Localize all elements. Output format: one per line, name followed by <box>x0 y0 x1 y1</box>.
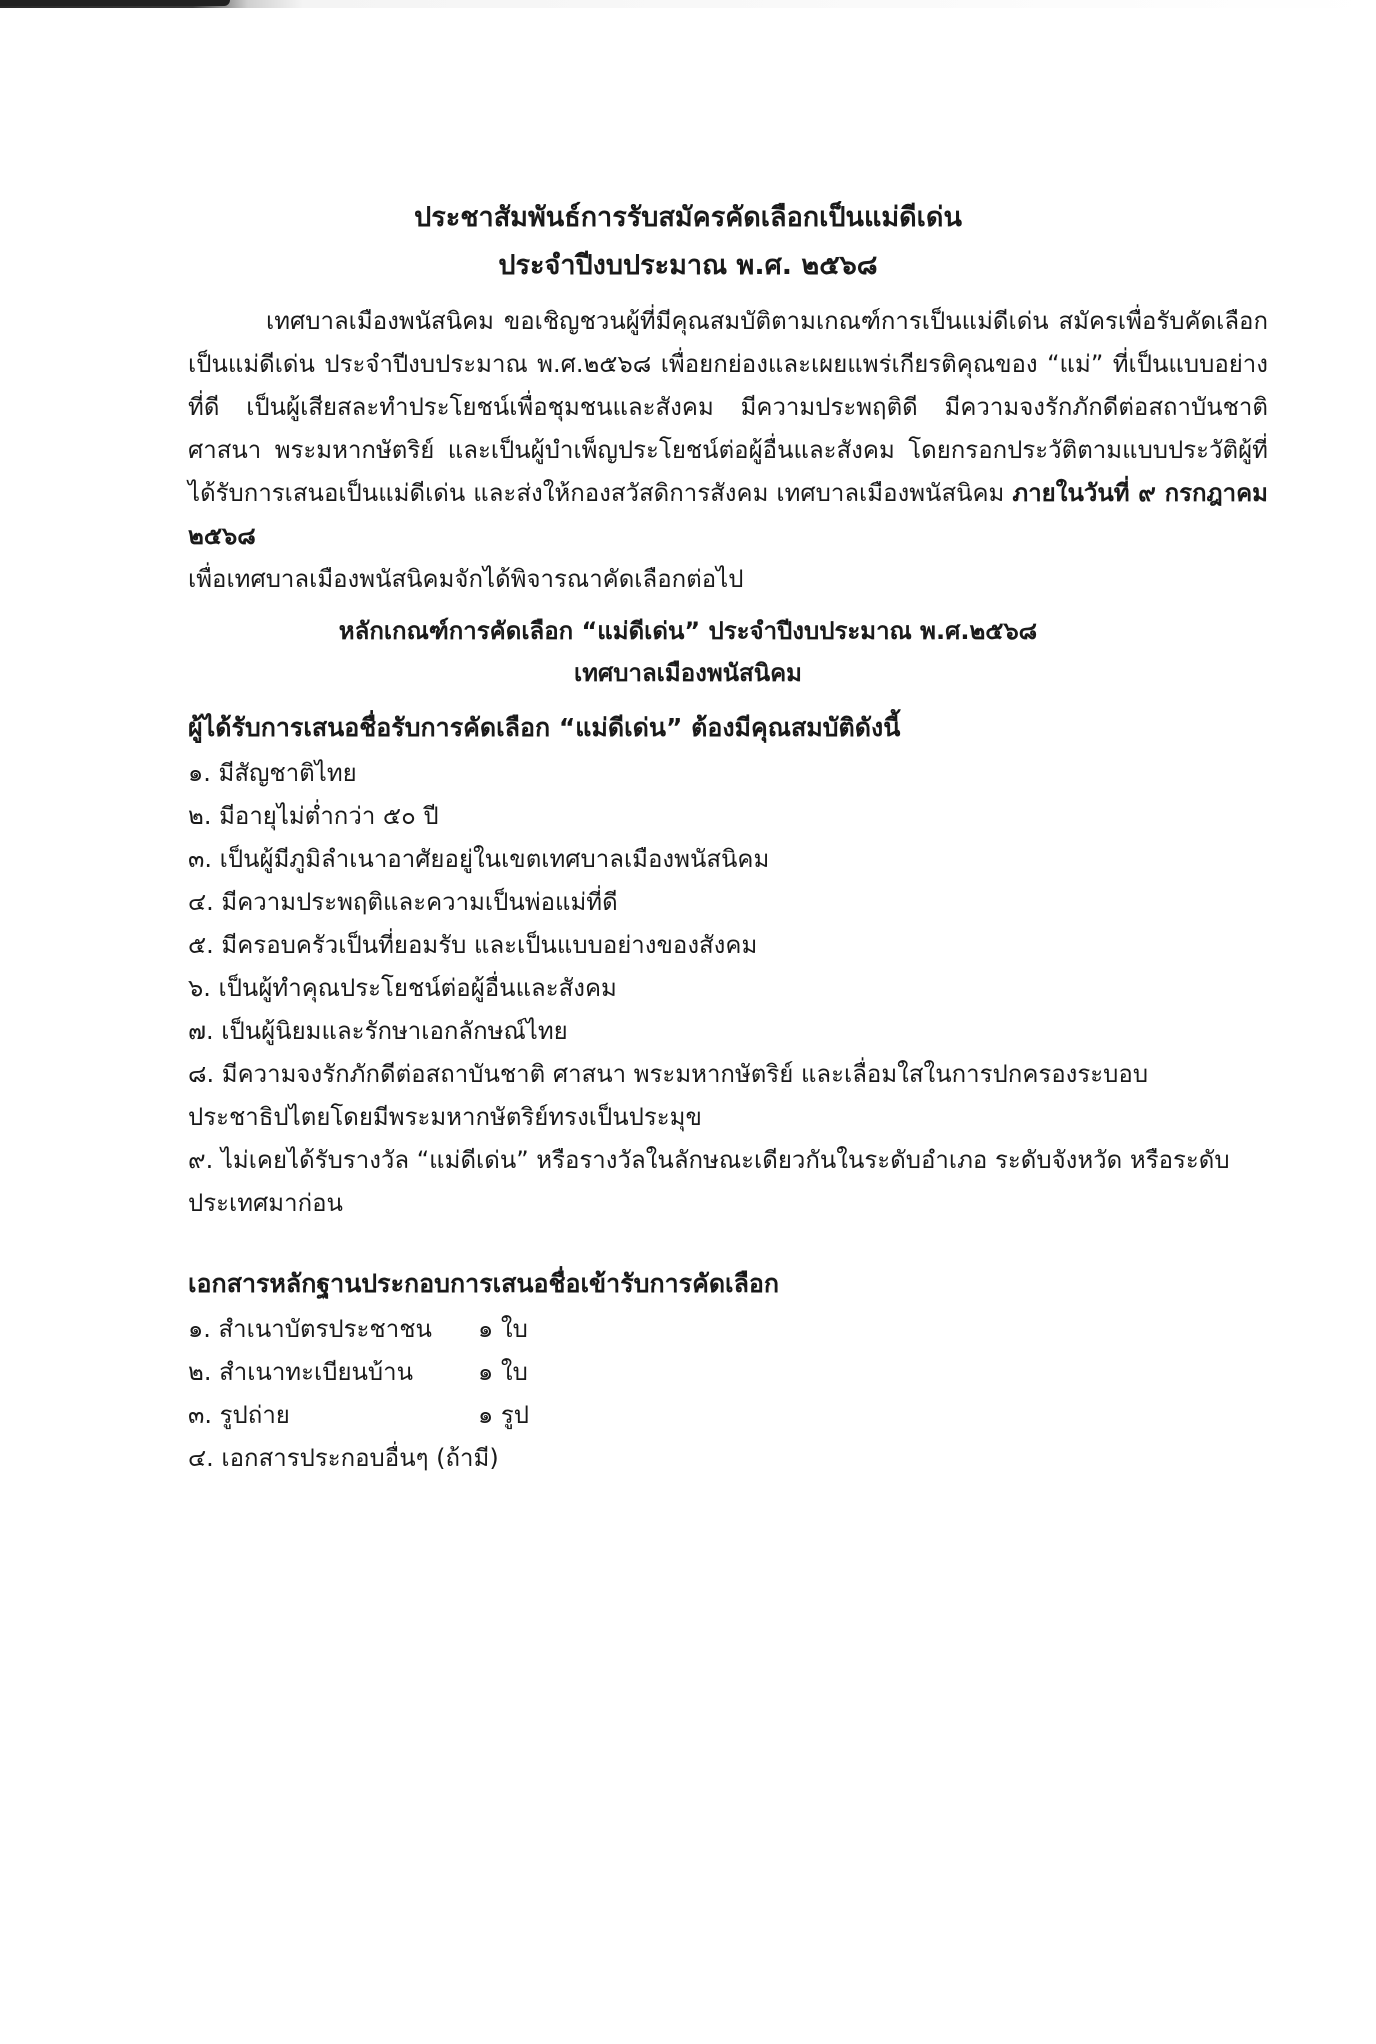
qualification-item: ๔. มีความประพฤติและความเป็นพ่อแม่ที่ดี <box>188 888 618 916</box>
document-item-name: ๓. รูปถ่าย <box>188 1401 290 1429</box>
document-title: ประชาสัมพันธ์การรับสมัครคัดเลือกเป็นแม่ดีเด่น <box>414 202 962 233</box>
criteria-org: เทศบาลเมืองพนัสนิคม <box>574 659 802 687</box>
intro-paragraph <box>188 300 1268 601</box>
document-item <box>188 1394 1278 1437</box>
document-item <box>188 1351 1278 1394</box>
qualification-item: ๑. มีสัญชาติไทย <box>188 759 357 787</box>
qualification-item: ๖. เป็นผู้ทำคุณประโยชน์ต่อผู้อื่นและสังคม <box>188 974 617 1002</box>
documents-heading: เอกสารหลักฐานประกอบการเสนอชื่อเข้ารับการคัดเลือก <box>188 1269 780 1298</box>
qualifications-heading: ผู้ได้รับการเสนอชื่อรับการคัดเลือก “แม่ดีเด่น” ต้องมีคุณสมบัติดังนี้ <box>188 713 901 742</box>
document-item-qty: ๑ ใบ <box>478 1315 528 1343</box>
document-item-name: ๔. เอกสารประกอบอื่นๆ (ถ้ามี) <box>188 1444 499 1472</box>
qualification-item: ๙. ไม่เคยได้รับรางวัล “แม่ดีเด่น” หรือรางวัลในลักษณะเดียวกันในระดับอำเภอ ระดับจังหวัด หรือระดับประเทศมาก่อน <box>188 1146 1230 1217</box>
document-item-qty: ๑ รูป <box>478 1401 529 1429</box>
intro-end: เพื่อเทศบาลเมืองพนัสนิคมจักได้พิจารณาคัดเลือกต่อไป <box>188 565 744 593</box>
qualification-item: ๕. มีครอบครัวเป็นที่ยอมรับ และเป็นแบบอย่างของสังคม <box>188 931 758 959</box>
intro-deadline: ภายในวันที่ ๙ กรกฎาคม ๒๕๖๘ <box>188 479 1268 550</box>
qualification-item: ๘. มีความจงรักภักดีต่อสถาบันชาติ ศาสนา พระมหากษัตริย์ และเลื่อมใสในการปกครองระบอบประชาธิปไตยโดยมีพระมหากษัตริย์ทรงเป็นประมุข <box>188 1060 1149 1131</box>
document-item <box>188 1437 1278 1480</box>
document-item-name: ๒. สำเนาทะเบียนบ้าน <box>188 1358 414 1386</box>
qualification-item: ๓. เป็นผู้มีภูมิลำเนาอาศัยอยู่ในเขตเทศบาลเมืองพนัสนิคม <box>188 845 770 873</box>
document-item-name: ๑. สำเนาบัตรประชาชน <box>188 1315 432 1343</box>
criteria-title: หลักเกณฑ์การคัดเลือก “แม่ดีเด่น” ประจำปีงบประมาณ พ.ศ.๒๕๖๘ <box>338 617 1038 645</box>
qualifications-list <box>188 752 1278 1225</box>
qualification-item: ๒. มีอายุไม่ต่ำกว่า ๕๐ ปี <box>188 802 439 830</box>
qualification-item: ๗. เป็นผู้นิยมและรักษาเอกลักษณ์ไทย <box>188 1017 568 1045</box>
documents-list <box>188 1308 1278 1480</box>
intro-text: เทศบาลเมืองพนัสนิคม ขอเชิญชวนผู้ที่มีคุณสมบัติตามเกณฑ์การเป็นแม่ดีเด่น สมัครเพื่อรับคัดเลือกเป็นแม่ดีเด่น ประจำปีงบประมาณ พ.ศ.๒๕๖๘ เพื่อยกย่องและเผยแพร่เกียรติคุณของ “แม่” ที่เป็นแบบอย่างที่ดี เป็นผู้เสียสละทำประโยชน์เพื่อชุมชนและสังคม มีความประพฤติดี มีความจงรักภักดีต่อสถาบันชาติ ศาสนา พระมหากษัตริย์ และเป็นผู้บำเพ็ญประโยชน์ต่อผู้อื่นและสังคม โดยกรอกประวัติตามแบบประวัติผู้ที่ได้รับการเสนอเป็นแม่ดีเด่น และส่งให้กองสวัสดิการสังคม เทศบาลเมืองพนัสนิคม <box>188 307 1268 507</box>
document-item-qty: ๑ ใบ <box>478 1358 528 1386</box>
document-subtitle: ประจำปีงบประมาณ พ.ศ. ๒๕๖๘ <box>498 250 878 281</box>
document-item <box>188 1308 1278 1351</box>
